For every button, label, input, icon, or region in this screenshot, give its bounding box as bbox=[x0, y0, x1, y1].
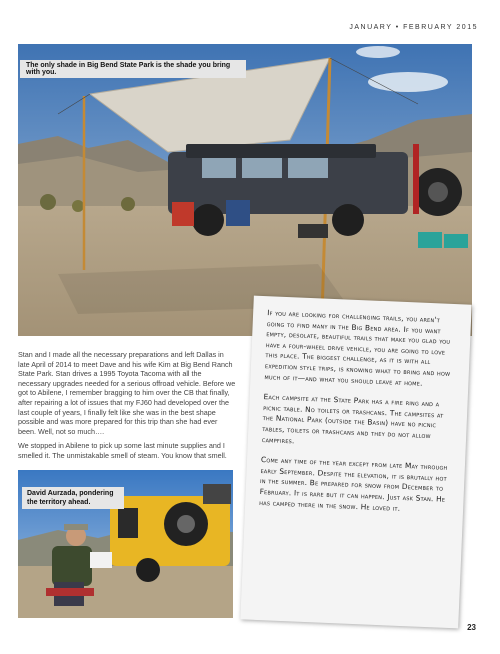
campsite-photo-illustration bbox=[18, 44, 472, 336]
note-paragraph-3: Come any time of the year except from late May through early September. Despite the elevation, it is brutally hot in the summer. Be prepared for snow from December to February. It is rare but it can happen. Just ask Stan. He has camped there in the snow. He loved it. bbox=[259, 455, 448, 513]
main-photo-caption: The only shade in Big Bend State Park is the shade you bring with you. bbox=[20, 60, 246, 78]
body-paragraph-1 bbox=[18, 350, 236, 445]
body-paragraph-text: Stan and I made all the necessary preparations and left Dallas in late April of 2014 to meet Dave and his wife Kim at Big Bend Ranch State Park. Stan drives a 1995 Toyota Tacoma with all the necessary upgrades needed for a serious offroad vehicle. Before we got to Abilene, I remember bragging to him over the CB that finally, after repairing a lot of issues that my FJ60 had developed over the last couple of years, I finally felt like she was in the best shape possible and was more prepared for this trip than she had ever been. Well, not so much…. bbox=[18, 350, 236, 436]
note-paragraph-2: Each campsite at the State Park has a fire ring and a picnic table. No toilets or trashcans. The campsites at the National Park (outside the Basin) have no picnic tables, toilets or trashcans and they do not allow campfires. bbox=[261, 392, 444, 445]
sidebar-note bbox=[240, 296, 471, 629]
page-number: 23 bbox=[467, 623, 476, 632]
main-photo bbox=[18, 44, 472, 336]
note-paragraph-1: If you are looking for challenging trails, you aren't going to find many in the Big Bend area. If you want empty, desolate, beautiful trails that make you glad you have a four-wheel drive vehicle, you are going to love this place. The biggest challenge, as it is with all expedition style trips, is knowing what to bring and how much of it—and what you should leave at home. bbox=[264, 308, 451, 388]
issue-date-header: JANUARY • FEBRUARY 2015 bbox=[349, 24, 478, 31]
small-photo-caption: David Aurzada, pondering the territory ahead. bbox=[22, 487, 124, 509]
body-paragraph-text: We stopped in Abilene to pick up some last minute supplies and I smelled it. The unmistakable smell of steam. You know that smell. bbox=[18, 441, 227, 460]
body-paragraph-2 bbox=[18, 441, 236, 469]
